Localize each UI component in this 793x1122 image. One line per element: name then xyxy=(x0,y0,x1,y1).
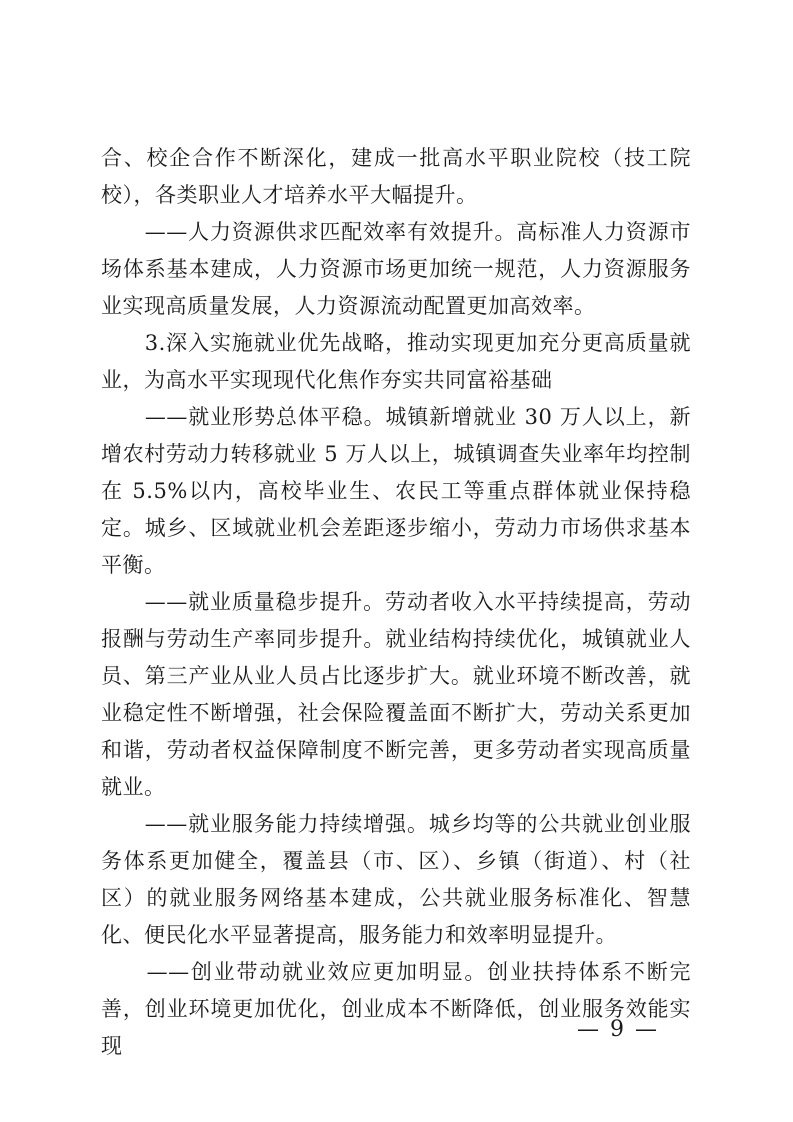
paragraph-entrepreneurship: ——创业带动就业效应更加明显。创业扶持体系不断完善，创业环境更加优化，创业成本不断降低，创业服务效能实现 xyxy=(101,960,691,1058)
paragraph-employment-service: ——就业服务能力持续增强。城乡均等的公共就业创业服务体系更加健全，覆盖县（市、区）、乡镇（街道）、村（社区）的就业服务网络基本建成，公共就业服务标准化、智慧化、便民化水平显著提高，服务能力和效率明显提升。 xyxy=(101,812,691,947)
body-text xyxy=(101,140,691,1065)
page-number: — 9 — xyxy=(577,1017,659,1042)
paragraph-employment-stable: ——就业形势总体平稳。城镇新增就业 30 万人以上，新增农村劳动力转移就业 5 万人以上，城镇调查失业率年均控制在 5.5%以内，高校毕业生、农民工等重点群体就业保持稳定。城乡、区域就业机会差距逐步缩小，劳动力市场供求基本平衡。 xyxy=(101,405,691,577)
paragraph-employment-quality: ——就业质量稳步提升。劳动者收入水平持续提高，劳动报酬与劳动生产率同步提升。就业结构持续优化，城镇就业人员、第三产业从业人员占比逐步扩大。就业环境不断改善，就业稳定性不断增强，社会保险覆盖面不断扩大，劳动关系更加和谐，劳动者权益保障制度不断完善，更多劳动者实现高质量就业。 xyxy=(101,590,691,799)
paragraph-vocational-education: 合、校企合作不断深化，建成一批高水平职业院校（技工院校），各类职业人才培养水平大幅提升。 xyxy=(101,146,691,207)
section-heading-employment-priority: 3.深入实施就业优先战略，推动实现更加充分更高质量就业，为高水平实现现代化焦作夯实共同富裕基础 xyxy=(101,331,691,392)
paragraph-hr-supply-demand: ——人力资源供求匹配效率有效提升。高标准人力资源市场体系基本建成，人力资源市场更加统一规范，人力资源服务业实现高质量发展，人力资源流动配置更加高效率。 xyxy=(101,220,691,318)
